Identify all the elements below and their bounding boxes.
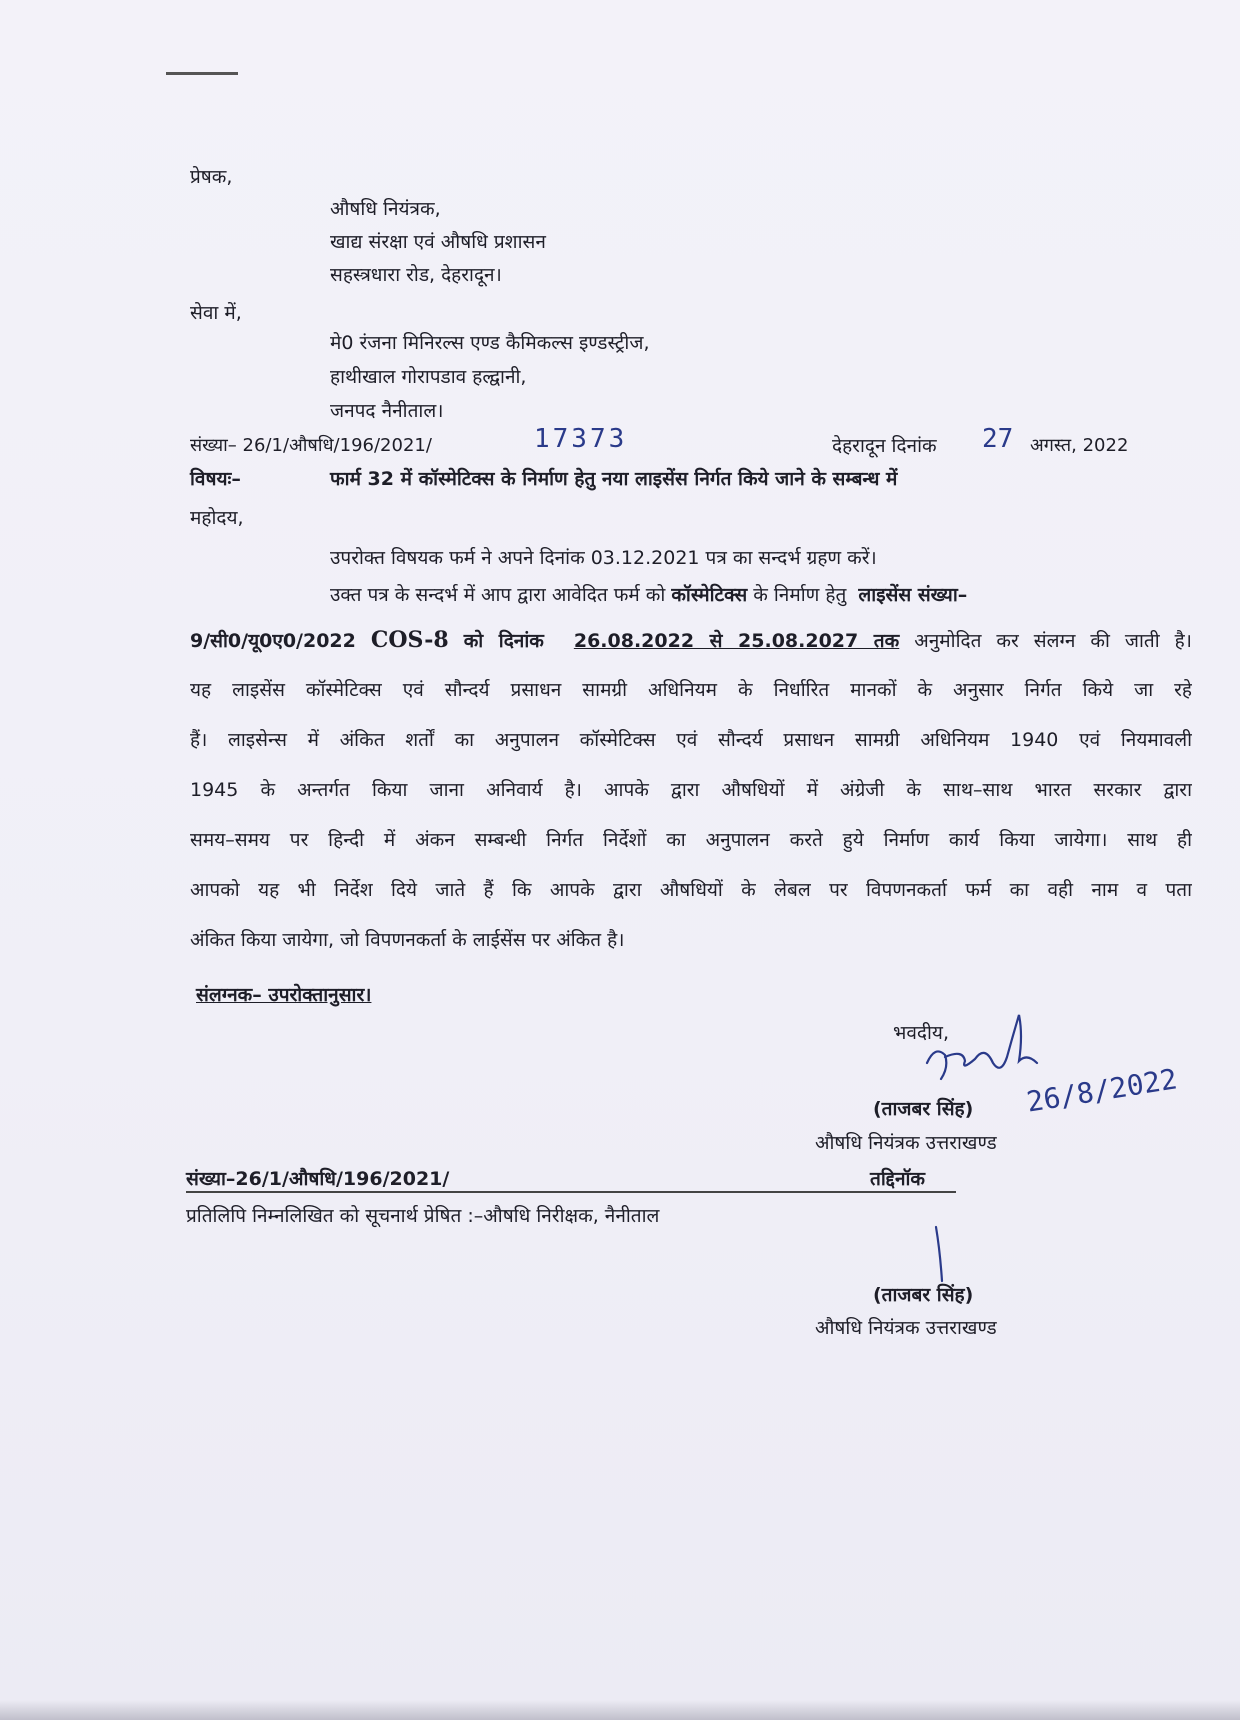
body-line-3 <box>190 615 1192 665</box>
body-text: अनुमोदित कर संलग्न की जाती है। <box>914 630 1192 652</box>
recipient-line: हाथीखाल गोरापडाव हल्द्वानी, <box>330 366 527 388</box>
reference-number: संख्या– 26/1/औषधि/196/2021/ <box>190 435 432 456</box>
signatory-designation: औषधि नियंत्रक उत्तराखण्ड <box>815 1132 997 1154</box>
signature-scribble <box>915 1005 1065 1095</box>
body-line: हैं। लाइसेन्स में अंकित शर्तों का अनुपालन कॉस्मेटिक्स एवं सौन्दर्य प्रसाधन सामग्री अधिनियम 1940 एवं नियमावली <box>190 729 1192 751</box>
recipient-label: सेवा में, <box>190 302 242 324</box>
license-validity: 26.08.2022 से 25.08.2027 तक <box>573 630 900 652</box>
closing: भवदीय, <box>893 1022 949 1044</box>
body-text: के निर्माण हेतु <box>753 584 847 606</box>
copy-recipient-text: प्रतिलिपि निम्नलिखित को सूचनार्थ प्रेषित :–औषधि निरीक्षक, नैनीताल <box>186 1205 660 1227</box>
body-line: यह लाइसेंस कॉस्मेटिक्स एवं सौन्दर्य प्रसाधन सामग्री अधिनियम के निर्धारित मानकों के अनुसार निर्गत किये जा रहे <box>190 679 1192 701</box>
body-line: समय–समय पर हिन्दी में अंकन सम्बन्धी निर्गत निर्देशों का अनुपालन करते हुये निर्माण कार्य किया जायेगा। साथ ही <box>190 829 1192 851</box>
body-line: 1945 के अन्तर्गत किया जाना अनिवार्य है। आपके द्वारा औषधियों में अंग्रेजी के साथ–साथ भारत सरकार द्वारा <box>190 779 1192 801</box>
body-paragraph <box>190 615 1192 965</box>
recipient-line: मे0 रंजना मिनिरल्स एण्ड कैमिकल्स इण्डस्ट्रीज, <box>330 332 650 354</box>
sender-line: खाद्य संरक्षा एवं औषधि प्रशासन <box>330 231 546 253</box>
salutation: महोदय, <box>190 507 244 529</box>
sender-line: औषधि नियंत्रक, <box>330 198 441 220</box>
place-date-prefix: देहरादून दिनांक <box>832 435 937 457</box>
pen-mark <box>166 72 238 75</box>
copy-signatory-name: (ताजबर सिंह) <box>873 1284 974 1306</box>
subject-label: विषयः– <box>190 468 241 490</box>
handwritten-day: 27 <box>982 424 1014 454</box>
recipient-line: जनपद नैनीताल। <box>330 400 444 422</box>
body-bold-text: को दिनांक <box>463 630 544 652</box>
license-number-label: लाइसेंस संख्या– <box>858 584 968 606</box>
copy-number: संख्या–26/1/औषधि/196/2021/ <box>186 1168 450 1190</box>
sender-label: प्रेषक, <box>190 166 233 188</box>
body-line: आपको यह भी निर्देश दिये जाते हैं कि आपके द्वारा औषधियों के लेबल पर विपणनकर्ता फर्म का वही नाम व पता <box>190 879 1192 901</box>
body-line: अंकित किया जायेगा, जो विपणनकर्ता के लाईसेंस पर अंकित है। <box>190 929 625 951</box>
sender-line: सहस्त्रधारा रोड, देहरादून। <box>330 264 502 286</box>
initial-mark <box>930 1225 950 1285</box>
license-code: COS-8 <box>370 627 449 653</box>
page-bottom-edge <box>0 1700 1240 1720</box>
enclosure-note: संलग्नक– उपरोक्तानुसार। <box>196 984 372 1006</box>
handwritten-reference-number: 17373 <box>534 424 628 454</box>
body-line: उपरोक्त विषयक फर्म ने अपने दिनांक 03.12.2021 पत्र का सन्दर्भ ग्रहण करें। <box>330 547 877 569</box>
copy-underline <box>186 1191 956 1193</box>
signatory-name: (ताजबर सिंह) <box>873 1098 974 1120</box>
license-number: 9/सी0/यू0ए0/2022 <box>190 630 356 652</box>
signature-date: 26/8/2022 <box>1024 1062 1180 1119</box>
place-date-suffix: अगस्त, 2022 <box>1030 435 1129 456</box>
subject-text: फार्म 32 में कॉस्मेटिक्स के निर्माण हेतु नया लाइसेंस निर्गत किये जाने के सम्बन्ध में <box>330 468 898 490</box>
copy-signatory-designation: औषधि नियंत्रक उत्तराखण्ड <box>815 1317 997 1339</box>
body-text: उक्त पत्र के सन्दर्भ में आप द्वारा आवेदित फर्म को <box>330 584 666 606</box>
body-line-2 <box>330 582 967 608</box>
copy-date-label: तद्दिनॉक <box>870 1168 926 1190</box>
body-bold-text: कॉस्मेटिक्स <box>671 584 748 606</box>
